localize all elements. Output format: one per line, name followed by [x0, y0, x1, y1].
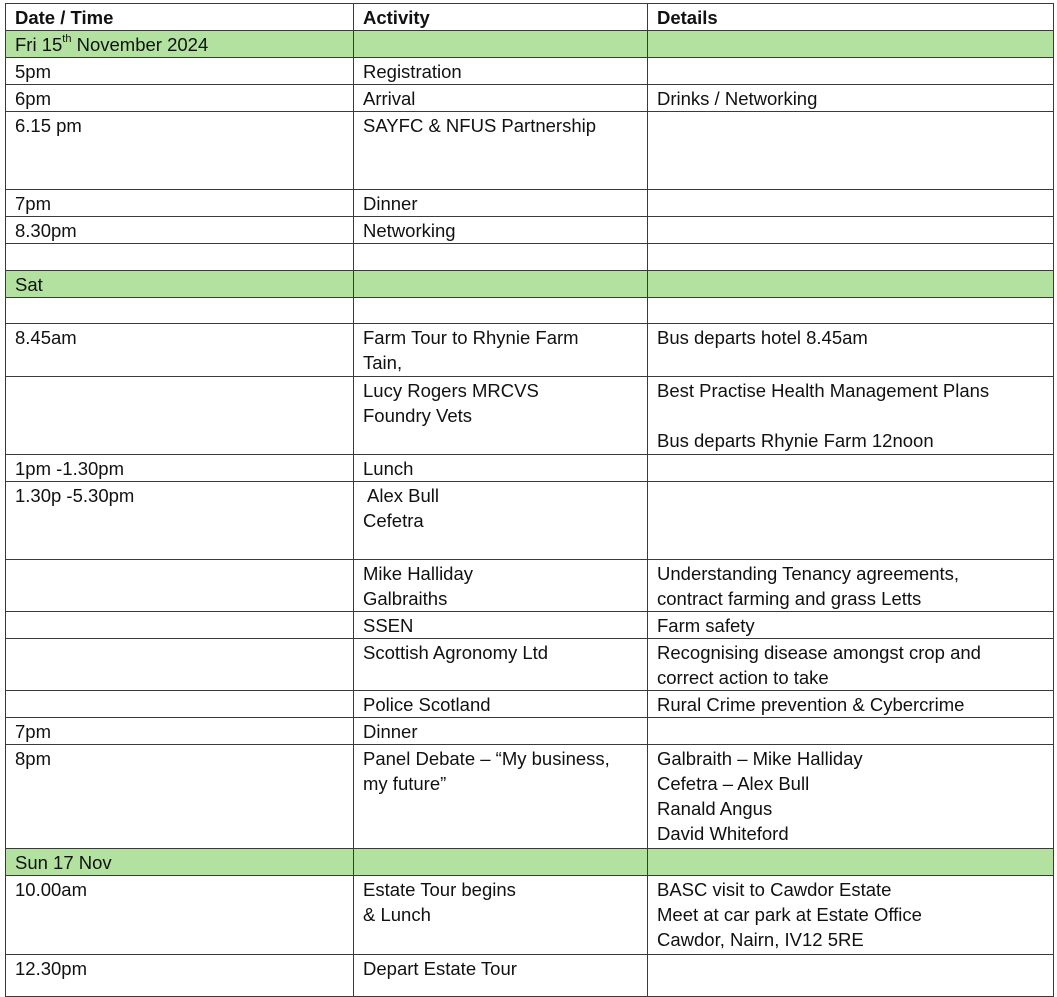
activity-cell: Depart Estate Tour — [354, 955, 648, 997]
time-cell: 8pm — [6, 745, 354, 849]
table-row — [6, 482, 1054, 560]
time-cell: 10.00am — [6, 876, 354, 955]
table-row — [6, 612, 1054, 639]
day-row-sunday — [6, 849, 1054, 876]
schedule-table — [5, 3, 1054, 997]
activity-cell: Registration — [354, 58, 648, 85]
details-cell — [648, 58, 1054, 85]
details-cell: Galbraith – Mike Halliday Cefetra – Alex Bull Ranald Angus David Whiteford — [648, 745, 1054, 849]
time-cell: 6pm — [6, 85, 354, 112]
table-row — [6, 377, 1054, 455]
table-row — [6, 955, 1054, 997]
time-cell — [6, 639, 354, 691]
details-cell — [648, 955, 1054, 997]
time-cell: 1.30p -5.30pm — [6, 482, 354, 560]
details-cell — [648, 217, 1054, 244]
time-cell — [6, 560, 354, 612]
time-cell: 7pm — [6, 190, 354, 217]
details-cell: Recognising disease amongst crop and correct action to take — [648, 639, 1054, 691]
activity-cell: Panel Debate – “My business, my future” — [354, 745, 648, 849]
time-cell: 8.45am — [6, 324, 354, 377]
activity-cell: Dinner — [354, 718, 648, 745]
table-row — [6, 560, 1054, 612]
table-row — [6, 58, 1054, 85]
activity-cell: Networking — [354, 217, 648, 244]
time-cell — [6, 612, 354, 639]
details-cell: Farm safety — [648, 612, 1054, 639]
activity-cell: Arrival — [354, 85, 648, 112]
details-cell: Understanding Tenancy agreements, contract farming and grass Letts — [648, 560, 1054, 612]
table-row — [6, 639, 1054, 691]
details-cell — [648, 718, 1054, 745]
activity-cell: Alex Bull Cefetra — [354, 482, 648, 560]
details-cell — [648, 190, 1054, 217]
day-row-friday — [6, 31, 1054, 58]
activity-cell: Dinner — [354, 190, 648, 217]
empty-row — [6, 298, 1054, 324]
header-date-time: Date / Time — [6, 4, 354, 31]
table-row — [6, 112, 1054, 190]
activity-cell: Lucy Rogers MRCVS Foundry Vets — [354, 377, 648, 455]
time-cell: 8.30pm — [6, 217, 354, 244]
empty-row — [6, 244, 1054, 271]
table-row — [6, 745, 1054, 849]
header-activity: Activity — [354, 4, 648, 31]
time-cell: 12.30pm — [6, 955, 354, 997]
activity-cell: Farm Tour to Rhynie Farm Tain, — [354, 324, 648, 377]
time-cell: 5pm — [6, 58, 354, 85]
table-row — [6, 455, 1054, 482]
time-cell — [6, 691, 354, 718]
details-cell: Best Practise Health Management Plans Bus departs Rhynie Farm 12noon — [648, 377, 1054, 455]
header-row — [6, 4, 1054, 31]
day-label-sunday: Sun 17 Nov — [6, 849, 354, 876]
details-cell: Bus departs hotel 8.45am — [648, 324, 1054, 377]
day-label-saturday: Sat — [6, 271, 354, 298]
activity-cell: Mike Halliday Galbraiths — [354, 560, 648, 612]
details-cell — [648, 455, 1054, 482]
time-cell — [6, 377, 354, 455]
time-cell: 1pm -1.30pm — [6, 455, 354, 482]
time-cell: 7pm — [6, 718, 354, 745]
details-cell: BASC visit to Cawdor Estate Meet at car park at Estate Office Cawdor, Nairn, IV12 5RE — [648, 876, 1054, 955]
details-cell — [648, 112, 1054, 190]
activity-cell: Estate Tour begins & Lunch — [354, 876, 648, 955]
activity-cell: SAYFC & NFUS Partnership — [354, 112, 648, 190]
header-details: Details — [648, 4, 1054, 31]
activity-cell: Scottish Agronomy Ltd — [354, 639, 648, 691]
activity-cell: Police Scotland — [354, 691, 648, 718]
table-row — [6, 190, 1054, 217]
table-row — [6, 85, 1054, 112]
activity-cell: Lunch — [354, 455, 648, 482]
table-row — [6, 718, 1054, 745]
table-row — [6, 691, 1054, 718]
activity-cell: SSEN — [354, 612, 648, 639]
time-cell: 6.15 pm — [6, 112, 354, 190]
details-cell: Rural Crime prevention & Cybercrime — [648, 691, 1054, 718]
details-cell — [648, 482, 1054, 560]
details-cell: Drinks / Networking — [648, 85, 1054, 112]
day-row-saturday — [6, 271, 1054, 298]
table-row — [6, 876, 1054, 955]
table-row — [6, 217, 1054, 244]
table-row — [6, 324, 1054, 377]
day-label-friday: Fri 15th November 2024 — [6, 31, 354, 58]
